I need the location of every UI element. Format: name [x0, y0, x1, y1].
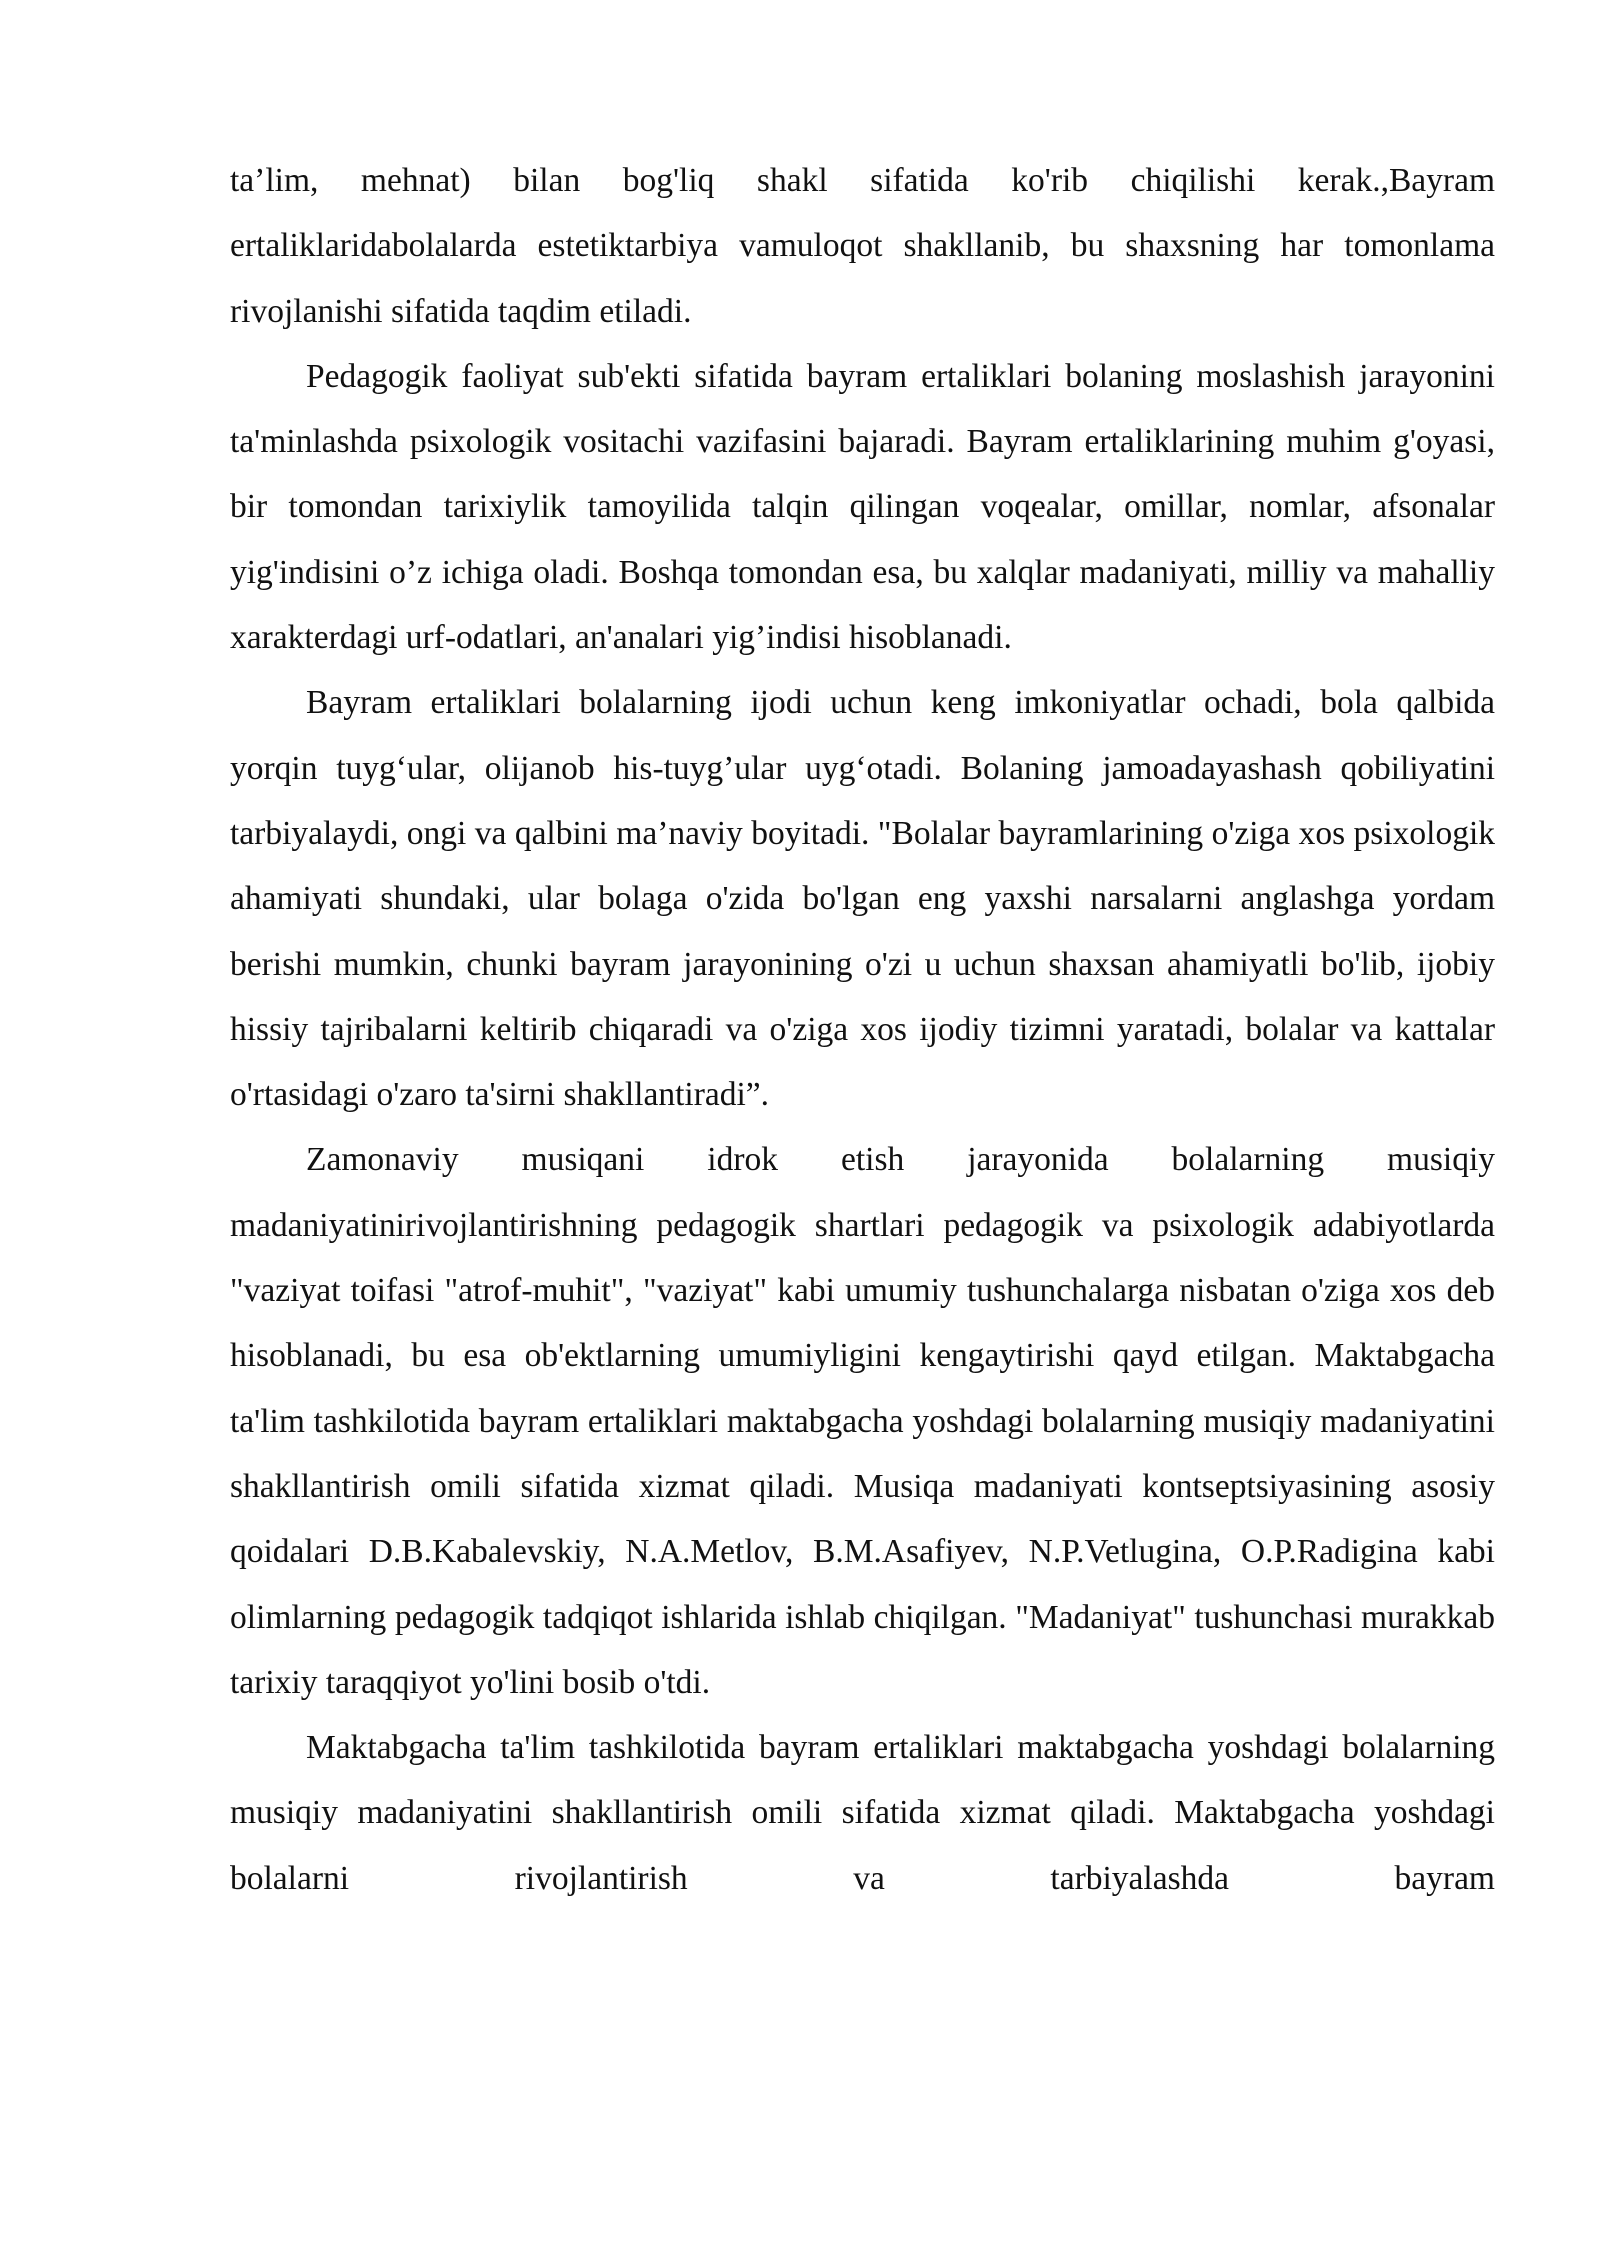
- paragraph-4: Zamonaviy musiqani idrok etish jarayonida bolalarning musiqiy madaniyatinirivojlantirishning pedagogik shartlari pedagogik va psixologik adabiyotlarda "vaziyat toifasi "atrof-muhit", "vaziyat" kabi umumiy tushunchalarga nisbatan o'ziga xos deb hisoblanadi, bu esa ob'ektlarning umumiyligini kengaytirishi qayd etilgan. Maktabgacha ta'lim tashkilotida bayram ertaliklari maktabgacha yoshdagi bolalarning musiqiy madaniyatini shakllantirish omili sifatida xizmat qiladi. Musiqa madaniyati kontseptsiyasining asosiy qoidalari D.B.Kabalevskiy, N.A.Metlov, B.M.Asafiyev, N.P.Vetlugina, O.P.Radigina kabi olimlarning pedagogik tadqiqot ishlarida ishlab chiqilgan. "Madaniyat" tushunchasi murakkab tarixiy taraqqiyot yo'lini bosib o'tdi.: [230, 1141, 1495, 1701]
- paragraph-1: ta’lim, mehnat) bilan bog'liq shakl sifatida ko'rib chiqilishi kerak.,Bayram ertaliklaridabolalarda estetiktarbiya vamuloqot shakllanib, bu shaxsning har tomonlama rivojlanishi sifatida taqdim etiladi.: [230, 162, 1495, 330]
- document-page: [230, 148, 1495, 1911]
- paragraph-3: Bayram ertaliklari bolalarning ijodi uchun keng imkoniyatlar ochadi, bola qalbida yorqin tuyg‘ular, olijanob his-tuyg’ular uyg‘otadi. Bolaning jamoadayashash qobiliyatini tarbiyalaydi, ongi va qalbini ma’naviy boyitadi. "Bolalar bayramlarining o'ziga xos psixologik ahamiyati shundaki, ular bolaga o'zida bo'lgan eng yaxshi narsalarni anglashga yordam berishi mumkin, chunki bayram jarayonining o'zi u uchun shaxsan ahamiyatli bo'lib, ijobiy hissiy tajribalarni keltirib chiqaradi va o'ziga xos ijodiy tizimni yaratadi, bolalar va kattalar o'rtasidagi o'zaro ta'sirni shakllantiradi”.: [230, 684, 1495, 1114]
- paragraph-5: Maktabgacha ta'lim tashkilotida bayram ertaliklari maktabgacha yoshdagi bolalarning musiqiy madaniyatini shakllantirish omili sifatida xizmat qiladi. Maktabgacha yoshdagi bolalarni rivojlantirish va tarbiyalashda bayram: [230, 1729, 1495, 1897]
- paragraph-2: Pedagogik faoliyat sub'ekti sifatida bayram ertaliklari bolaning moslashish jarayonini ta'minlashda psixologik vositachi vazifasini bajaradi. Bayram ertaliklarining muhim g'oyasi, bir tomondan tarixiylik tamoyilida talqin qilingan voqealar, omillar, nomlar, afsonalar yig'indisini o’z ichiga oladi. Boshqa tomondan esa, bu xalqlar madaniyati, milliy va mahalliy xarakterdagi urf-odatlari, an'analari yig’indisi hisoblanadi.: [230, 357, 1495, 657]
